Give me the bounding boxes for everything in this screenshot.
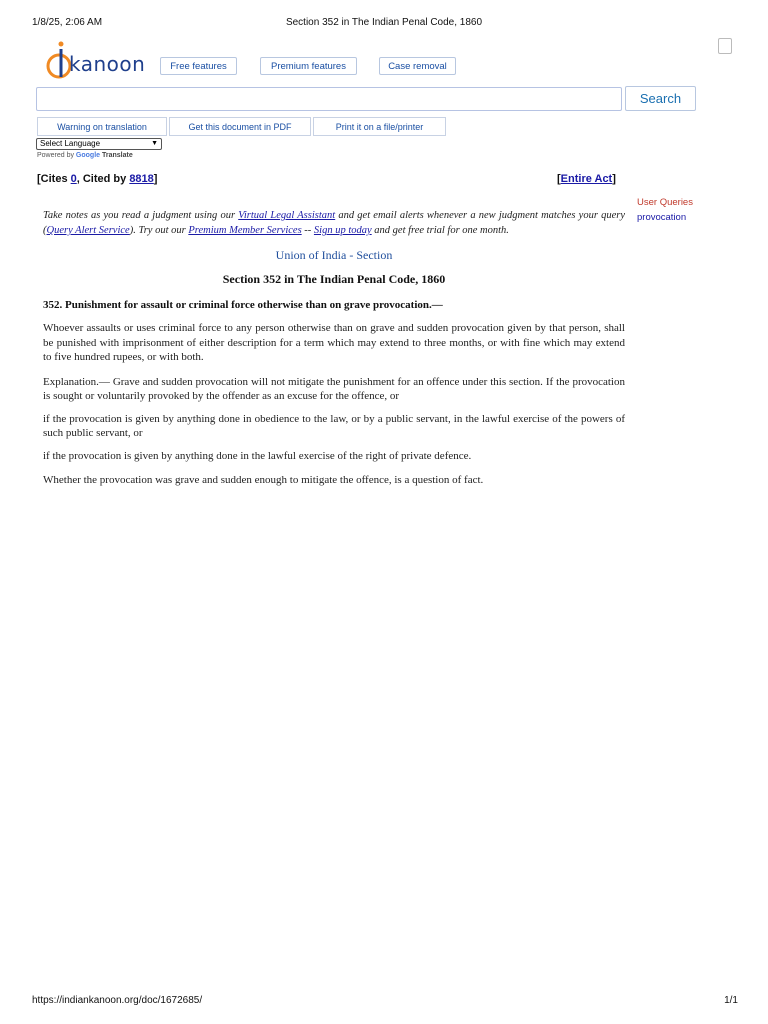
logo-text: kanoon bbox=[69, 52, 146, 76]
translate-link[interactable]: Translate bbox=[102, 152, 133, 159]
free-features-button[interactable]: Free features bbox=[160, 57, 237, 75]
notice-text: and get email alerts whenever a new judgment matches your query ( bbox=[43, 210, 625, 236]
search-input[interactable] bbox=[36, 87, 622, 111]
user-query-link[interactable]: provocation bbox=[637, 212, 687, 223]
cites-suffix: ] bbox=[153, 173, 158, 185]
breadcrumb[interactable]: Union of India - Section bbox=[275, 248, 393, 262]
entire-act-link[interactable]: Entire Act bbox=[560, 173, 613, 185]
notice bbox=[43, 208, 625, 238]
cites-prefix: [Cites bbox=[37, 173, 71, 185]
page-title: Section 352 in The Indian Penal Code, 1860 bbox=[222, 272, 446, 286]
cited-by-count-link[interactable]: 8818 bbox=[129, 173, 154, 185]
print-button[interactable]: Print it on a file/printer bbox=[313, 117, 446, 136]
pdf-button[interactable]: Get this document in PDF bbox=[169, 117, 311, 136]
paragraph: if the provocation is given by anything done in obedience to the law, or by a public servant, in the lawful exercise of the powers of such public servant, or bbox=[43, 412, 625, 439]
section-heading: 352. Punishment for assault or criminal force otherwise than on grave provocation.— bbox=[43, 299, 443, 311]
notice-text: Take notes as you read a judgment using our bbox=[43, 210, 239, 221]
print-url: https://indiankanoon.org/doc/1672685/ bbox=[32, 995, 203, 1006]
cites-bar bbox=[37, 173, 157, 185]
paragraph: if the provocation is given by anything done in the lawful exercise of the right of private defence. bbox=[43, 449, 472, 462]
logo[interactable] bbox=[44, 40, 154, 82]
powered-by-text: Powered by bbox=[37, 152, 74, 159]
document-content bbox=[43, 206, 625, 488]
virtual-legal-assistant-link[interactable]: Virtual Legal Assistant bbox=[238, 210, 336, 221]
notice-text: -- bbox=[301, 225, 314, 236]
premium-features-button[interactable]: Premium features bbox=[260, 57, 357, 75]
print-title: Section 352 in The Indian Penal Code, 1860 bbox=[285, 17, 483, 28]
print-datetime: 1/8/25, 2:06 AM bbox=[32, 17, 103, 28]
user-queries-panel bbox=[637, 197, 693, 223]
query-alert-link[interactable]: Query Alert Service bbox=[46, 225, 130, 236]
premium-member-link[interactable]: Premium Member Services bbox=[188, 225, 302, 236]
entire-act-open: [ bbox=[557, 173, 561, 185]
print-header bbox=[32, 17, 736, 31]
notice-text: ). Try out our bbox=[129, 225, 189, 236]
paragraph: Whoever assaults or uses criminal force to any person otherwise than on grave and sudden provocation given by that person, shall be punished with imprisonment of either description for a term which may extend to three months, or with fine which may extend to five hundred rupees, or with both. bbox=[43, 322, 625, 363]
search-button[interactable]: Search bbox=[625, 86, 696, 111]
page-number: 1/1 bbox=[724, 995, 738, 1006]
entire-act-close: ] bbox=[612, 173, 616, 185]
google-text: Google bbox=[75, 152, 101, 159]
language-select[interactable] bbox=[36, 138, 162, 150]
cites-middle: , Cited by bbox=[76, 173, 130, 185]
paragraph: Whether the provocation was grave and sudden enough to mitigate the offence, is a question of fact. bbox=[43, 474, 484, 486]
user-queries-heading: User Queries bbox=[637, 197, 693, 208]
print-footer bbox=[32, 995, 738, 1009]
cites-count-link[interactable]: 0 bbox=[70, 173, 77, 185]
chevron-down-icon: ▼ bbox=[151, 140, 158, 147]
corner-box-icon[interactable] bbox=[718, 38, 732, 54]
language-selected: Select Language bbox=[40, 139, 101, 148]
entire-act bbox=[557, 173, 616, 185]
warning-translation-button[interactable]: Warning on translation bbox=[37, 117, 167, 136]
notice-text: and get free trial for one month. bbox=[371, 225, 509, 236]
case-removal-button[interactable]: Case removal bbox=[379, 57, 456, 75]
powered-by-google bbox=[37, 152, 133, 159]
paragraph: Explanation.— Grave and sudden provocation will not mitigate the punishment for an offence under this section. If the provocation is sought or voluntarily provoked by the offender as an excuse for the offence, or bbox=[43, 375, 625, 402]
sign-up-link[interactable]: Sign up today bbox=[313, 225, 372, 236]
